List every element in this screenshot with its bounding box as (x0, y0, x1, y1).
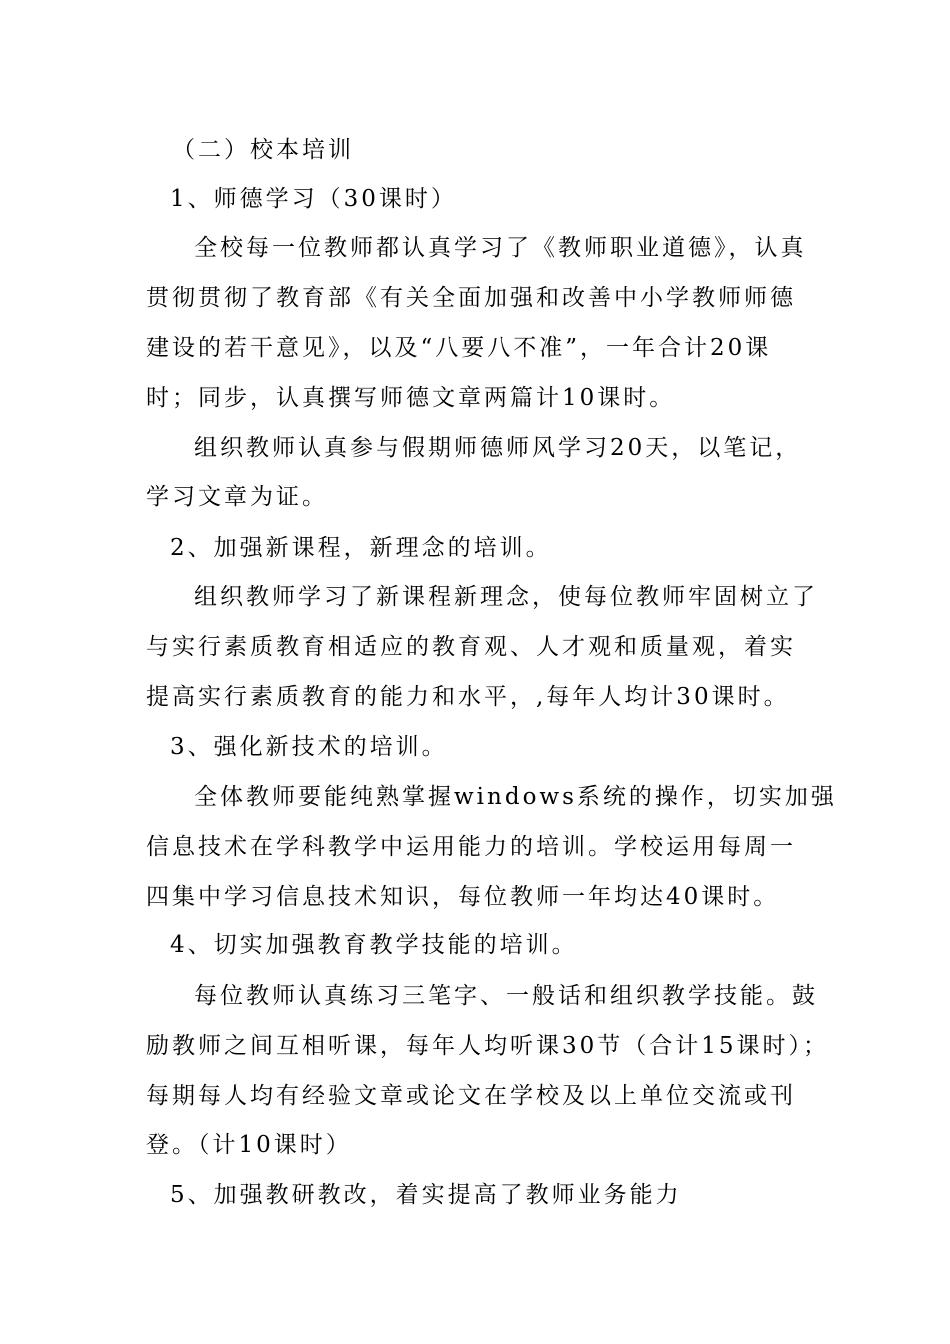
paragraph-line: 四集中学习信息技术知识，每位教师一年均达40课时。 (146, 884, 780, 910)
item-heading-3: 3、强化新技术的培训。 (170, 734, 448, 760)
section-heading: （二）校本培训 (172, 137, 354, 163)
paragraph-line: 建设的若干意见》，以及“八要八不准”，一年合计20课 (146, 335, 772, 361)
paragraph-line: 组织教师认真参与假期师德师风学习20天，以笔记， (194, 435, 802, 461)
paragraph-line: 登。（计10课时） (146, 1132, 352, 1158)
paragraph-line: 全体教师要能纯熟掌握windows系统的操作，切实加强 (194, 784, 837, 810)
paragraph-line: 每期每人均有经验文章或论文在学校及以上单位交流或刊 (146, 1083, 796, 1109)
item-heading-2: 2、加强新课程，新理念的培训。 (170, 535, 552, 561)
paragraph-line: 与实行素质教育相适应的教育观、人才观和质量观，着实 (146, 634, 796, 660)
paragraph-line: 励教师之间互相听课，每年人均听课30节（合计15课时）； (146, 1033, 830, 1059)
paragraph-line: 组织教师学习了新课程新理念，使每位教师牢固树立了 (194, 584, 818, 610)
paragraph-line: 提高实行素质教育的能力和水平，,每年人均计30课时。 (146, 684, 790, 710)
paragraph-line: 每位教师认真练习三笔字、一般话和组织教学技能。鼓 (194, 983, 818, 1009)
paragraph-line: 全校每一位教师都认真学习了《教师职业道德》，认真 (194, 235, 807, 261)
item-heading-4: 4、切实加强教育教学技能的培训。 (170, 932, 578, 958)
item-heading-5: 5、加强教研教改，着实提高了教师业务能力 (170, 1182, 682, 1208)
paragraph-line: 贯彻贯彻了教育部《有关全面加强和改善中小学教师师德 (146, 285, 796, 311)
item-heading-1: 1、师德学习（30课时） (170, 186, 457, 212)
paragraph-line: 信息技术在学科教学中运用能力的培训。学校运用每周一 (146, 834, 796, 860)
paragraph-line: 时；同步，认真撰写师德文章两篇计10课时。 (146, 385, 676, 411)
paragraph-line: 学习文章为证。 (146, 484, 328, 510)
